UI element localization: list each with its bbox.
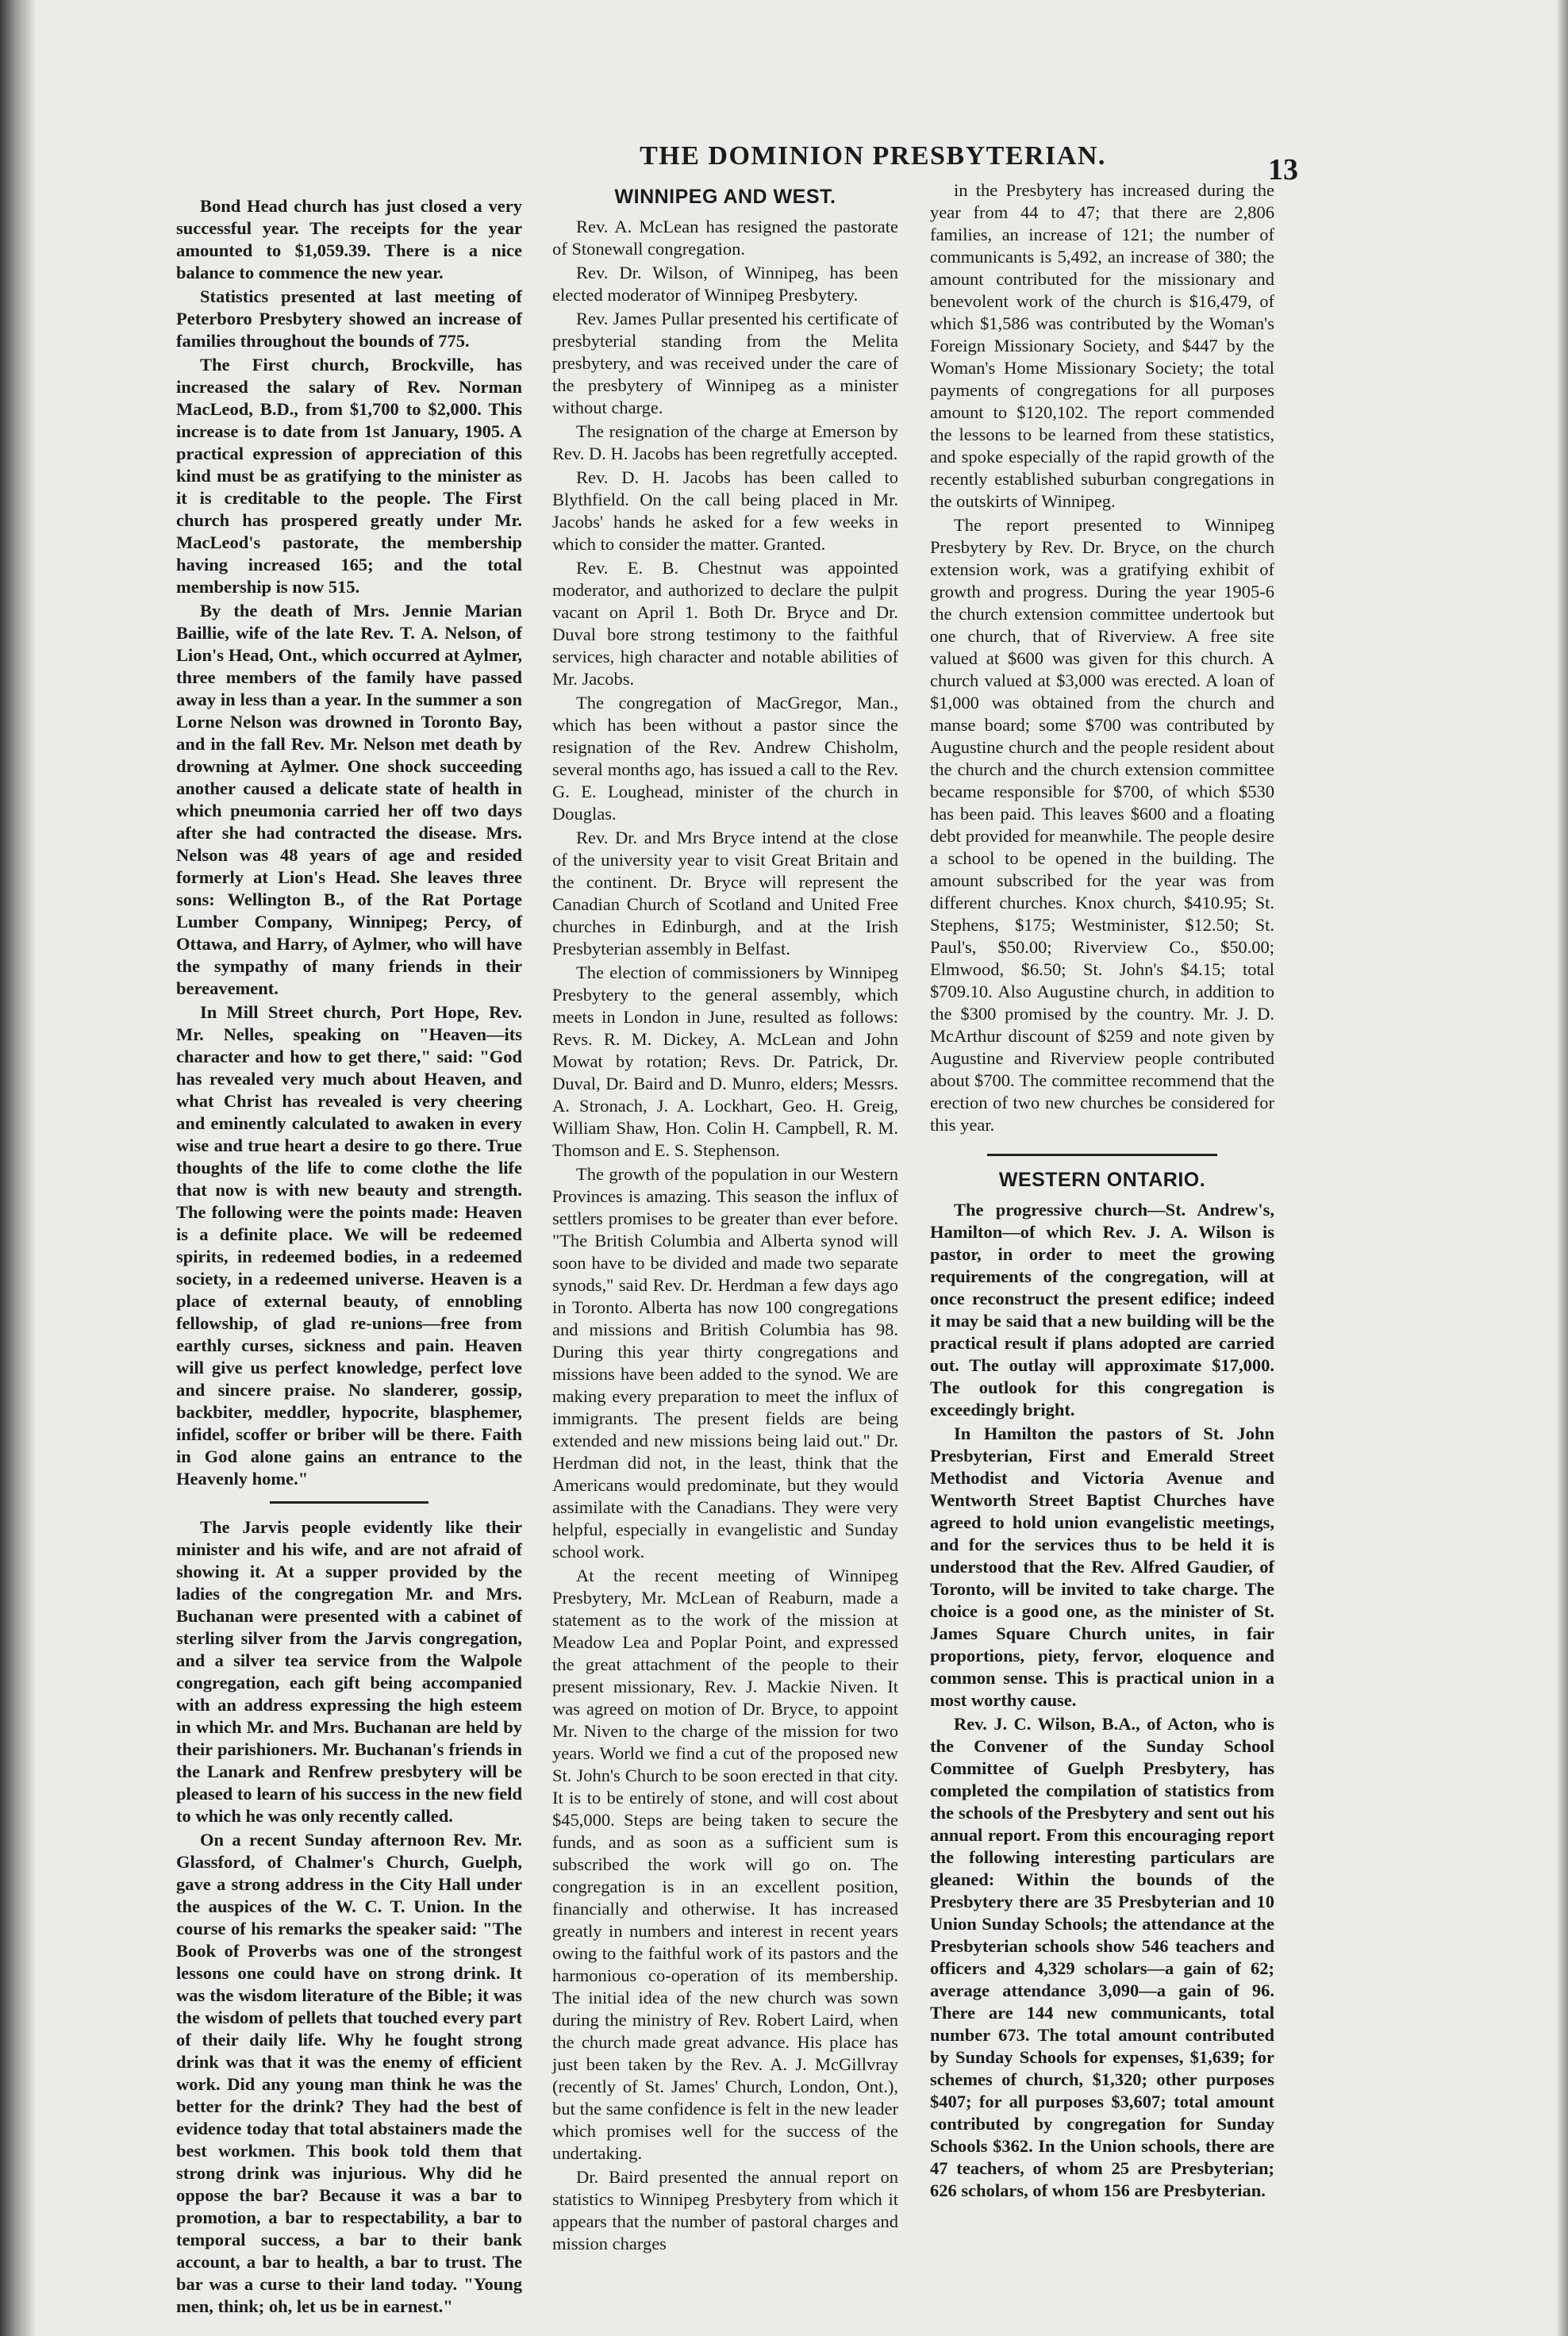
paragraph: Dr. Baird presented the annual report on statistics to Winnipeg Presbytery from which it appears that the number of pastoral charges and mission charges — [552, 2167, 898, 2253]
paragraph: At the recent meeting of Winnipeg Presbytery, Mr. McLean of Reaburn, made a statement as to the work of the mission at Meadow Lea and Poplar Point, and expressed the great attachment of the people to their present missionary, Rev. J. Mackie Niven. It was agreed on motion of Dr. Bryce, to appoint Mr. Niven to the charge of the mission for two years. World we find a cut of the proposed new St. John's Church to be soon erected in that city. It is to be entirely of stone, and will cost about $45,000. Steps are being taken to secure the funds, and as soon as a sufficient sum is subscribed the work will go on. The congregation is in an excellent position, financially and otherwise. It has increased greatly in numbers and interest in recent years owing to the faithful work of its pastors and the harmonious co-operation of its membership. The initial idea of the new church was sown during the ministry of Rev. Robert Laird, when the church made great advance. His place has just been taken by the Rev. A. J. McGillvray (recently of St. James' Church, London, Ont.), but the same confidence is felt in the new leader which promises well for the success of the undertaking. — [552, 1566, 898, 2163]
section-heading: WINNIPEG AND WEST. — [614, 186, 836, 208]
paragraph: Rev. E. B. Chestnut was appointed moderator, and authorized to declare the pulpit vacant on April 1. Both Dr. Bryce and Dr. Duval bore strong testimony to the faithful services, high character and notable abilities of Mr. Jacobs. — [552, 558, 898, 689]
paragraph: The progressive church—St. Andrew's, Hamilton—of which Rev. J. A. Wilson is pastor, in order to meet the growing requirements of the congregation, will at once reconstruct the present edifice; indeed it may be said that a new building will be the practical result if plans adopted are carried out. The outlay will approximate $17,000. The outlook for this congregation is exceedingly bright. — [930, 1200, 1274, 1420]
paragraph: The report presented to Winnipeg Presbytery by Rev. Dr. Bryce, on the church extension work, was a gratifying exhibit of growth and progress. During the year 1905-6 the church extension committee undertook but one church, that of Riverview. A free site valued at $600 was given for this church. A church valued at $3,000 was erected. A loan of $1,000 was obtained from the church and manse board; some $700 was contributed by Augustine church and the people resident about the church and the church extension committee became responsible for $700, of which $530 has been paid. This leaves $600 and a floating debt provided for meanwhile. The people desire a school to be opened in the building. The amount subscribed for the year was from different churches. Knox church, $410.95; St. Stephens, $175; Westminister, $12.50; St. Paul's, $50.00; Riverview Co., $50.00; Elmwood, $6.50; St. John's $4.15; total $709.10. Also Augustine church, in addition to the $300 promised by the country. Mr. J. D. McArthur discount of $259 and note given by Augustine and Riverview people contributed about $700. The committee recommend that the erection of two new churches be considered for this year. — [930, 515, 1274, 1135]
section-divider — [270, 1501, 429, 1504]
paragraph: Rev. Dr. and Mrs Bryce intend at the close of the university year to visit Great Britain and the continent. Dr. Bryce will represent the Canadian Church of Scotland and United Free churches in Edinburgh, and at the Irish Presbyterian assembly in Belfast. — [552, 828, 898, 959]
section-divider — [987, 1154, 1217, 1156]
paragraph: Rev. James Pullar presented his certificate of presbyterial standing from the Melita presbytery, and was received under the care of the presbytery of Winnipeg as a minister without charge. — [552, 309, 898, 417]
paragraph: Statistics presented at last meeting of Peterboro Presbytery showed an increase of families throughout the bounds of 775. — [176, 286, 522, 351]
paragraph: Rev. D. H. Jacobs has been called to Blythfield. On the call being placed in Mr. Jacobs' hands he asked for a few weeks in which to consider the matter. Granted. — [552, 467, 898, 554]
page-title: THE DOMINION PRESBYTERIAN. — [640, 141, 1106, 171]
paragraph: On a recent Sunday afternoon Rev. Mr. Glassford, of Chalmer's Church, Guelph, gave a strong address in the City Hall under the auspices of the W. C. T. Union. In the course of his remarks the speaker said: "The Book of Proverbs was one of the strongest lessons one could have on strong drink. It was the wisdom literature of the Bible; it was the wisdom of pellets that touched every part of their daily life. Why he fought strong drink was that it was the enemy of efficient work. Did any young man think he was the better for the drink? They had the best of evidence today that total abstainers made the best workmen. This book told them that strong drink was injurious. Why did he oppose the bar? Because it was a bar to promotion, a bar to respectability, a bar to temporal success, a bar to their bank account, a bar to health, a bar to trust. The bar was a curse to their land today. "Young men, think; oh, let us be in earnest." — [176, 1830, 522, 2316]
column-2 — [552, 179, 898, 2257]
paragraph: The Jarvis people evidently like their minister and his wife, and are not afraid of showing it. At a supper provided by the ladies of the congregation Mr. and Mrs. Buchanan were presented with a cabinet of sterling silver from the Jarvis congregation, and a silver tea service from the Walpole congregation, each gift being accompanied with an address expressing the high esteem in which Mr. and Mrs. Buchanan are held by their parishioners. Mr. Buchanan's friends in the Lanark and Renfrew presbytery will be pleased to learn of his success in the new field to which he was only recently called. — [176, 1517, 522, 1826]
column-3 — [930, 179, 1274, 2203]
page-number: 13 — [1268, 153, 1298, 186]
paragraph: The election of commissioners by Winnipeg Presbytery to the general assembly, which meets in London in June, resulted as follows: Revs. R. M. Dickey, A. McLean and John Mowat by rotation; Revs. Dr. Patrick, Dr. Duval, Dr. Baird and D. Munro, elders; Messrs. A. Stronach, J. A. Lockhart, Geo. H. Greig, William Shaw, Hon. Colin H. Campbell, R. M. Thomson and E. S. Stephenson. — [552, 962, 898, 1160]
paragraph: The congregation of MacGregor, Man., which has been without a pastor since the resignation of the Rev. Andrew Chisholm, several months ago, has issued a call to the Rev. G. E. Loughead, minister of the church in Douglas. — [552, 693, 898, 824]
paragraph: In Hamilton the pastors of St. John Presbyterian, First and Emerald Street Methodist and Victoria Avenue and Wentworth Street Baptist Churches have agreed to hold union evangelistic meetings, and for the services thus to be held it is understood that the Rev. Alfred Gaudier, of Toronto, will be invited to take charge. The choice is a good one, as the minister of St. James Square Church unites, in fair proportions, piety, fervor, eloquence and common sense. This is practical union in a most worthy cause. — [930, 1424, 1274, 1710]
paragraph: By the death of Mrs. Jennie Marian Baillie, wife of the late Rev. T. A. Nelson, of Lion's Head, Ont., which occurred at Aylmer, three members of the family have passed away in less than a year. In the summer a son Lorne Nelson was drowned in Toronto Bay, and in the fall Rev. Mr. Nelson met death by drowning at Aylmer. One shock succeeding another caused a delicate state of health in which pneumonia carried her off two days after she had contracted the disease. Mrs. Nelson was 48 years of age and resided formerly at Lion's Head. She leaves three sons: Wellington B., of the Rat Portage Lumber Company, Winnipeg; Percy, of Ottawa, and Harry, of Aylmer, who will have the sympathy of many friends in their bereavement. — [176, 601, 522, 998]
scan-edge-left — [0, 0, 35, 2336]
paragraph: The resignation of the charge at Emerson by Rev. D. H. Jacobs has been regretfully accepted. — [552, 421, 898, 463]
scan-edge-right — [1557, 0, 1568, 2336]
paragraph: Bond Head church has just closed a very successful year. The receipts for the year amounted to $1,059.39. There is a nice balance to commence the new year. — [176, 196, 522, 282]
paragraph: The growth of the population in our Western Provinces is amazing. This season the influx of settlers promises to be greater than ever before. "The British Columbia and Alberta synod will soon have to be divided and made two separate synods," said Rev. Dr. Herdman a few days ago in Toronto. Alberta has now 100 congregations and missions and British Columbia has 98. During this year thirty congregations and missions have been added to the synod. We are making every preparation to meet the influx of immigrants. The present fields are being extended and new missions being laid out." Dr. Herdman did not, in the least, think that the Americans would predominate, but they would assimilate with the Canadians. They were very helpful, especially in evangelistic and Sunday school work. — [552, 1164, 898, 1562]
paragraph: Rev. J. C. Wilson, B.A., of Acton, who is the Convener of the Sunday School Committee of Guelph Presbytery, has completed the compilation of statistics from the schools of the Presbytery and sent out his annual report. From this encouraging report the following interesting particulars are gleaned: Within the bounds of the Presbytery there are 35 Presbyterian and 10 Union Sunday Schools; the attendance at the Presbyterian schools show 546 teachers and officers and 4,329 scholars—a gain of 62; average attendance 3,090—a gain of 96. There are 144 new communicants, total number 673. The total amount contributed by Sunday Schools for expenses, $1,639; for schemes of church, $1,320; other purposes $407; for all purposes $3,607; total amount contributed by congregation for Sunday Schools $362. In the Union schools, there are 47 teachers, of whom 25 are Presbyterian; 626 scholars, of whom 156 are Presbyterian. — [930, 1714, 1274, 2200]
section-heading: WESTERN ONTARIO. — [998, 1169, 1206, 1191]
column-1 — [176, 179, 522, 2319]
paragraph: In Mill Street church, Port Hope, Rev. Mr. Nelles, speaking on "Heaven—its character and how to get there," said: "God has revealed very much about Heaven, and what Christ has revealed is very cheering and eminently calculated to awaken in every wise and true heart a desire to go there. True thoughts of the life to come clothe the life that now is with new beauty and strength. The following were the points made: Heaven is a definite place. We will be redeemed spirits, in redeemed bodies, in a redeemed society, in a redeemed universe. Heaven is a place of external beauty, of ennobling fellowship, of glad re-unions—free from earthly curses, sickness and pain. Heaven will give us perfect knowledge, perfect love and sincere praise. No slanderer, gossip, backbiter, meddler, hypocrite, blasphemer, infidel, scoffer or briber will be there. Faith in God alone gains an entrance to the Heavenly home." — [176, 1002, 522, 1489]
paragraph: in the Presbytery has increased during the year from 44 to 47; that there are 2,806 families, an increase of 121; the number of communicants is 5,492, an increase of 380; the amount contributed for the missionary and benevolent work of the church is $16,479, of which $1,586 was contributed by the Woman's Foreign Missionary Society, and $447 by the Woman's Home Missionary Society; the total payments of congregations for all purposes amount to $120,102. The report commended the lessons to be learned from these statistics, and spoke especially of the rapid growth of the recently established suburban congregations in the outskirts of Winnipeg. — [930, 180, 1274, 511]
paragraph: Rev. Dr. Wilson, of Winnipeg, has been elected moderator of Winnipeg Presbytery. — [552, 263, 898, 305]
paragraph: The First church, Brockville, has increased the salary of Rev. Norman MacLeod, B.D., from $1,700 to $2,000. This increase is to date from 1st January, 1905. A practical expression of appreciation of this kind must be as gratifying to the minister as it is creditable to the people. The First church has prospered greatly under Mr. MacLeod's pastorate, the membership having increased 165; and the total membership is now 515. — [176, 355, 522, 597]
paragraph: Rev. A. McLean has resigned the pastorate of Stonewall congregation. — [552, 217, 898, 259]
